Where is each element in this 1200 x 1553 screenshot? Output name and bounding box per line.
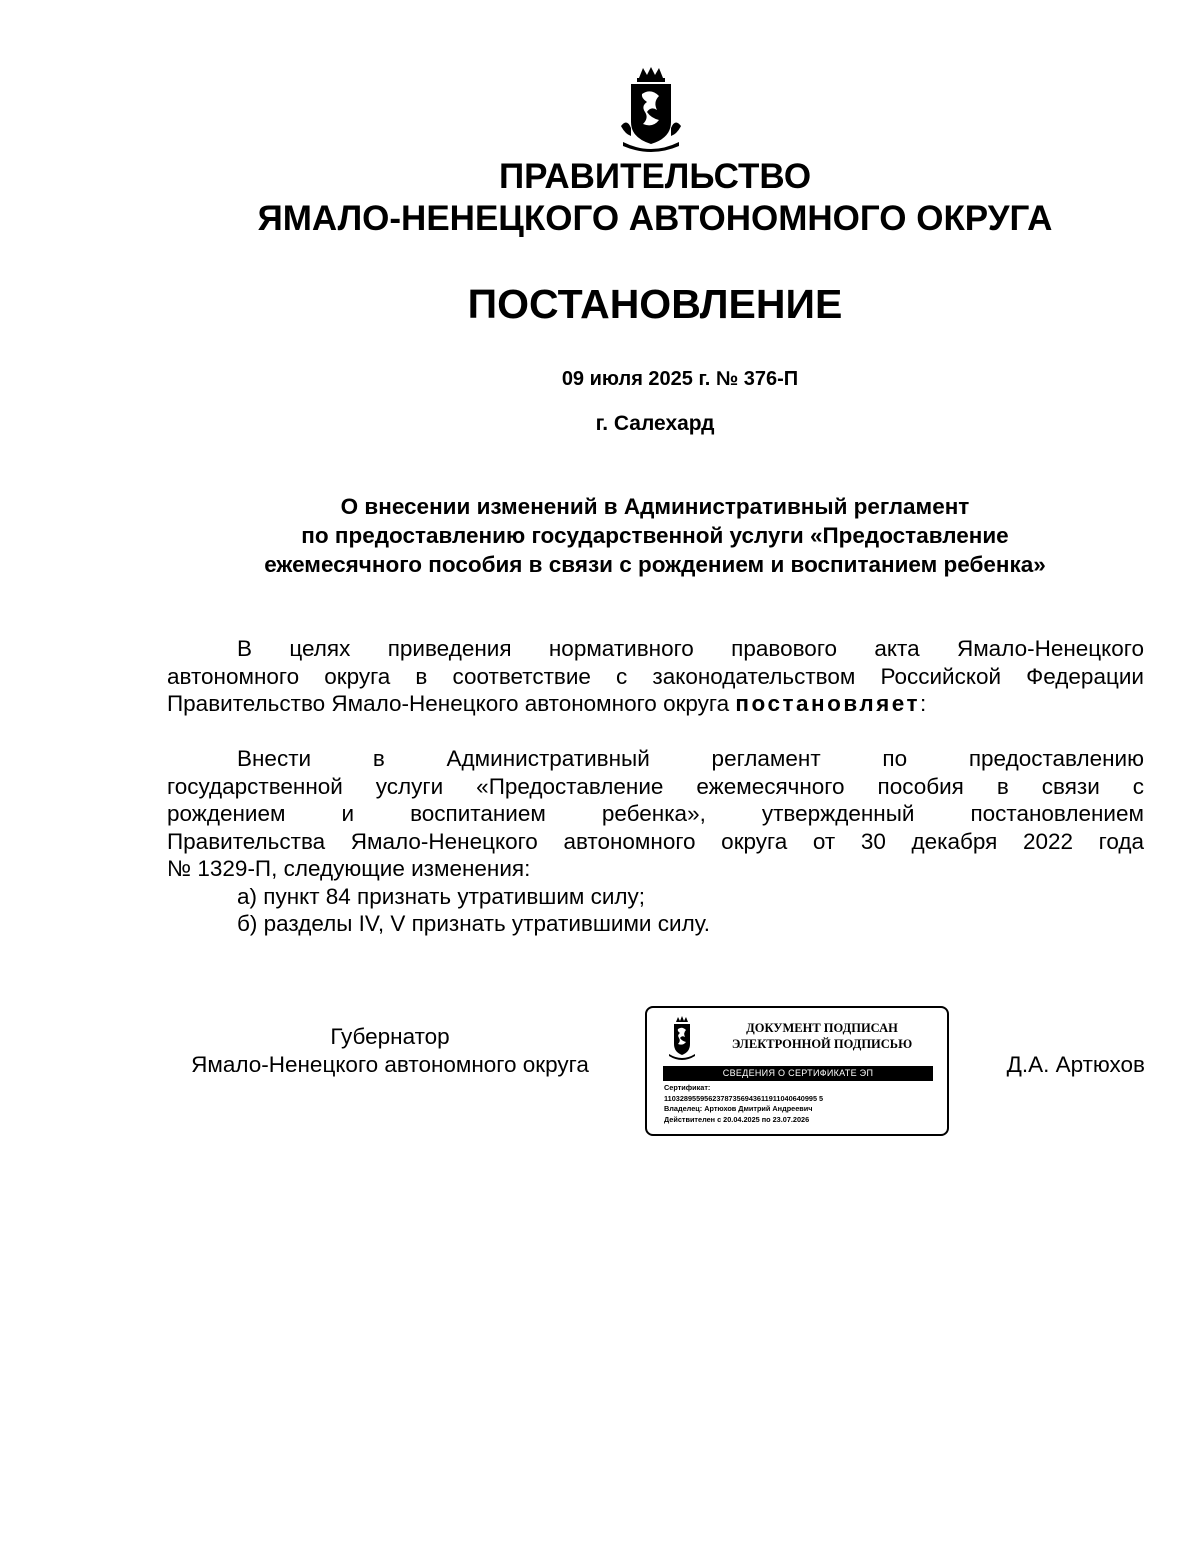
signatory-position-line2: Ямало-Ненецкого автономного округа bbox=[191, 1052, 589, 1077]
subject-line3: ежемесячного пособия в связи с рождением и воспитанием ребенка» bbox=[264, 552, 1046, 577]
amendment-line3: рождением и воспитанием ребенка», утвержденный постановлением bbox=[167, 801, 1144, 826]
stamp-cert-label: Сертификат: bbox=[664, 1083, 711, 1092]
stamp-emblem-icon bbox=[667, 1016, 697, 1060]
amendment-line1: Внести в Административный регламент по предоставлению bbox=[237, 746, 1144, 771]
electronic-signature-stamp bbox=[645, 1006, 949, 1136]
signatory-name: Д.А. Артюхов bbox=[1006, 1052, 1145, 1077]
preamble-line3 bbox=[167, 690, 1144, 718]
preamble-line3-text: Правительство Ямало-Ненецкого автономного округа bbox=[167, 691, 736, 716]
amendment-item-b: б) разделы IV, V признать утратившими силу. bbox=[237, 911, 710, 936]
amendment-line4: Правительства Ямало-Ненецкого автономного округа от 30 декабря 2022 года bbox=[167, 828, 1144, 854]
government-title-line1: ПРАВИТЕЛЬСТВО bbox=[498, 157, 812, 196]
preamble-line2: автономного округа в соответствие с законодательством Российской Федерации bbox=[167, 663, 1144, 689]
document-date-number: 09 июля 2025 г. № 376-П bbox=[561, 368, 799, 390]
signatory-position bbox=[150, 1023, 630, 1079]
resolves-keyword: постановляет bbox=[735, 691, 921, 716]
amendment-paragraph bbox=[167, 745, 1144, 938]
preamble-colon: : bbox=[920, 691, 927, 716]
stamp-title-line1: ДОКУМЕНТ ПОДПИСАН bbox=[746, 1021, 898, 1035]
stamp-certificate-details bbox=[664, 1083, 944, 1125]
document-city: г. Салехард bbox=[595, 412, 715, 435]
coat-of-arms-emblem bbox=[617, 66, 685, 152]
stamp-title bbox=[707, 1020, 937, 1052]
stamp-cert-number: 11032895595623787356943611911040640995 5 bbox=[664, 1093, 824, 1103]
government-title bbox=[100, 156, 1200, 240]
document-subject bbox=[150, 492, 1160, 579]
preamble-line1: В целях приведения нормативного правового акта Ямало-Ненецкого bbox=[237, 636, 1144, 661]
amendment-line2: государственной услуги «Предоставление ежемесячного пособия в связи с bbox=[167, 773, 1144, 799]
subject-line2: по предоставлению государственной услуги «Предоставление bbox=[301, 523, 1009, 548]
stamp-title-line2: ЭЛЕКТРОННОЙ ПОДПИСЬЮ bbox=[731, 1037, 913, 1051]
amendment-item-a: а) пункт 84 признать утратившим силу; bbox=[237, 883, 646, 909]
document-type: ПОСТАНОВЛЕНИЕ bbox=[467, 281, 843, 327]
preamble-paragraph bbox=[167, 635, 1144, 718]
government-title-line2: ЯМАЛО-НЕНЕЦКОГО АВТОНОМНОГО ОКРУГА bbox=[257, 199, 1053, 238]
stamp-validity: Действителен с 20.04.2025 по 23.07.2026 bbox=[664, 1114, 810, 1124]
stamp-owner: Владелец: Артюхов Дмитрий Андреевич bbox=[664, 1104, 813, 1113]
subject-line1: О внесении изменений в Административный регламент bbox=[340, 494, 970, 519]
stamp-certificate-bar: СВЕДЕНИЯ О СЕРТИФИКАТЕ ЭП bbox=[663, 1066, 933, 1081]
amendment-line5: № 1329-П, следующие изменения: bbox=[167, 856, 531, 881]
signatory-position-line1: Губернатор bbox=[330, 1024, 450, 1049]
